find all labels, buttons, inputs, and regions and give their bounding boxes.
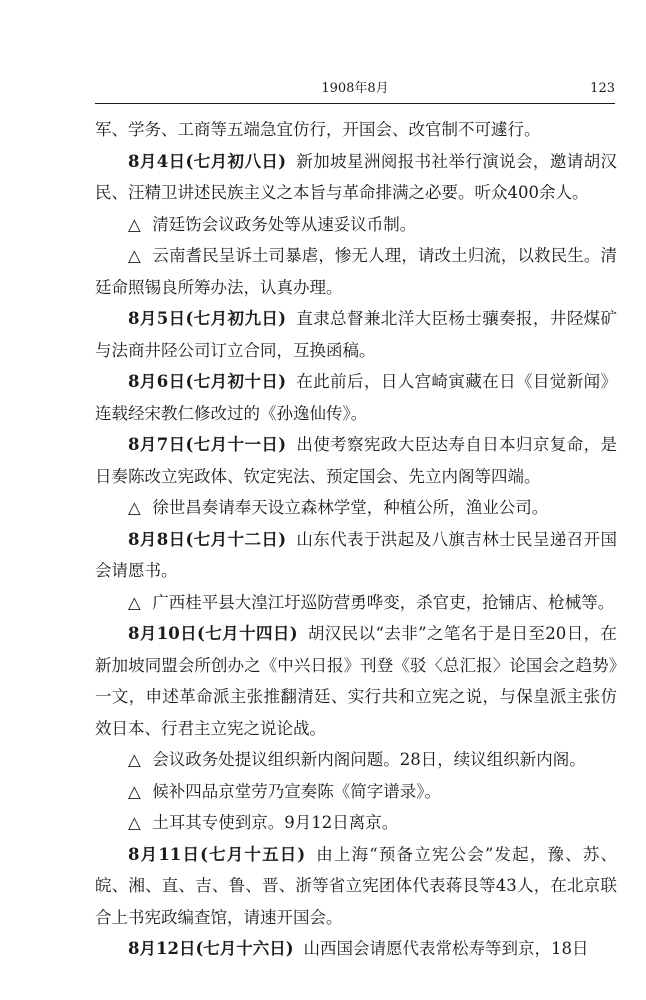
entry-date: 8月7日(七月十一日) xyxy=(128,435,287,454)
text-body xyxy=(95,114,617,965)
entry-text: 出使考察宪政大臣达寿自日本归京复命，是日奏陈改立宪政体、钦定宪法、预定国会、先立内阁等四端。 xyxy=(95,435,618,486)
chronology-entry xyxy=(95,429,617,492)
page-number: 123 xyxy=(590,81,615,96)
triangle-item xyxy=(95,744,617,776)
item-text: 徐世昌奏请奉天设立森林学堂，种植公所，渔业公司。 xyxy=(152,498,549,517)
running-title: 1908年8月 xyxy=(321,81,389,96)
item-text: 候补四品京堂劳乃宣奏陈《简字谱录》。 xyxy=(152,781,441,801)
item-text: 广西桂平县大湟江圩巡防营勇哗变，杀官吏，抢铺店、枪械等。 xyxy=(152,592,615,612)
chronology-entry xyxy=(95,839,617,934)
entry-date: 8月12日(七月十六日) xyxy=(128,939,294,958)
item-text: 土耳其专使到京。9月12日离京。 xyxy=(152,813,399,832)
chronology-entry xyxy=(95,366,617,429)
item-text: 清廷饬会议政务处等从速妥议币制。 xyxy=(152,214,417,234)
triangle-marker: △ xyxy=(128,498,141,517)
entry-text: 直隶总督兼北洋大臣杨士骧奏报，井陉煤矿与法商井陉公司订立合同，互换函稿。 xyxy=(95,309,618,360)
chronology-entry xyxy=(95,933,617,965)
triangle-marker: △ xyxy=(128,214,141,234)
triangle-item xyxy=(95,587,617,619)
item-text: 会议政务处提议组织新内阁问题。28日，续议组织新内阁。 xyxy=(152,750,586,769)
entry-date: 8月10日(七月十四日) xyxy=(128,624,298,643)
header-rule xyxy=(95,103,615,104)
entry-text: 在此前后，日人宫崎寅藏在日《目觉新闻》连载经宋教仁修改过的《孙逸仙传》。 xyxy=(95,372,618,423)
triangle-marker: △ xyxy=(128,750,141,769)
chronology-entry xyxy=(95,618,617,744)
entry-date: 8月8日(七月十二日) xyxy=(128,529,287,549)
triangle-item xyxy=(95,807,617,839)
entry-date: 8月11日(七月十五日) xyxy=(128,844,306,864)
triangle-marker: △ xyxy=(128,592,141,612)
chronology-entry xyxy=(95,303,617,366)
triangle-marker: △ xyxy=(128,246,141,265)
entry-text: 山东代表于洪起及八旗吉林士民呈递召开国会请愿书。 xyxy=(95,529,618,580)
entry-text: 胡汉民以“去非”之笔名于是日至20日，在新加坡同盟会所创办之《中兴日报》刊登《驳〈总汇报〉论国会之趋势》一文，申述革命派主张推翻清廷、实行共和立宪之说，与保皇派主张仿效日本、行君主立宪之说论战。 xyxy=(95,624,617,738)
triangle-item xyxy=(95,776,617,808)
paragraph-text: 军、学务、工商等五端急宜仿行，开国会、改官制不可遽行。 xyxy=(95,120,541,139)
chronology-entry xyxy=(95,524,617,587)
triangle-marker: △ xyxy=(128,813,141,832)
entry-text: 山西国会请愿代表常松寿等到京，18日 xyxy=(303,939,589,958)
triangle-item xyxy=(95,492,617,524)
paragraph-continued xyxy=(95,114,617,146)
entry-text: 由上海“预备立宪公会”发起，豫、苏、皖、湘、直、吉、鲁、晋、浙等省立宪团体代表蒋艮等43人，在北京联合上书宪政编查馆，请速开国会。 xyxy=(95,844,617,927)
chronology-entry xyxy=(95,146,617,209)
triangle-item xyxy=(95,209,617,241)
entry-date: 8月4日(七月初八日) xyxy=(128,151,287,171)
triangle-item xyxy=(95,240,617,303)
page-header xyxy=(95,80,615,102)
entry-date: 8月6日(七月初十日) xyxy=(128,372,287,391)
entry-date: 8月5日(七月初九日) xyxy=(128,309,287,328)
triangle-marker: △ xyxy=(128,781,141,801)
item-text: 云南耆民呈诉土司暴虐，惨无人理，请改土归流，以救民生。清廷命照锡良所筹办法，认真办理。 xyxy=(95,246,617,297)
entry-text: 新加坡星洲阅报书社举行演说会，邀请胡汉民、汪精卫讲述民族主义之本旨与革命排满之必要。听众400余人。 xyxy=(95,151,618,202)
